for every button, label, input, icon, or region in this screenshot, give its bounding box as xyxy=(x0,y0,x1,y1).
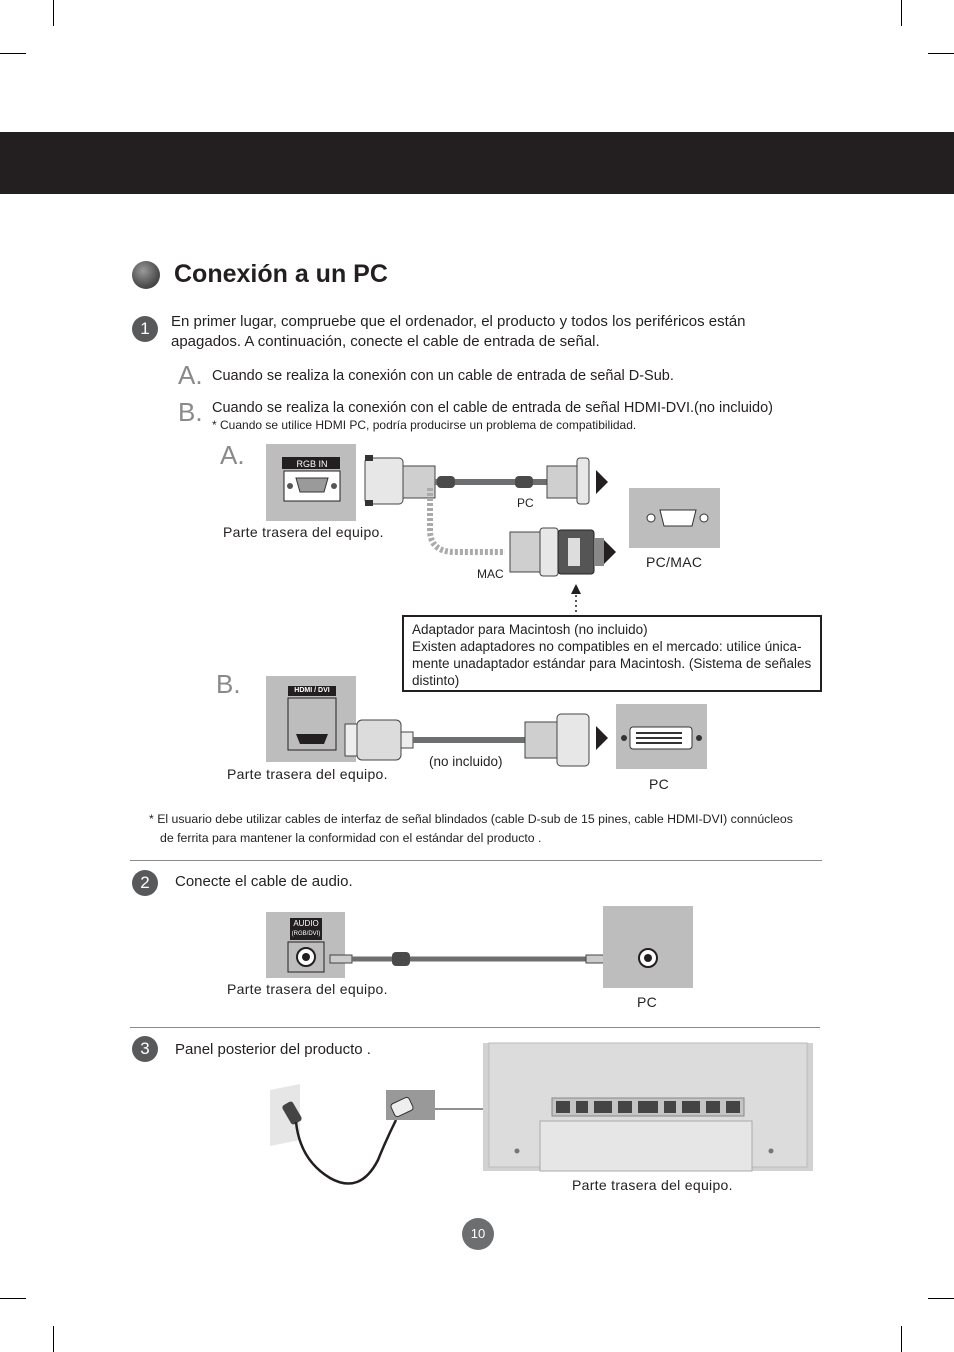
page-title: Conexión a un PC xyxy=(174,260,388,288)
diagram-b-letter: B. xyxy=(216,669,241,699)
hdmi-dvi-port-label: HDMI / DVI xyxy=(294,687,330,694)
diagram-b-pc-label: PC xyxy=(649,776,670,792)
diagram-b-rear-label: Parte trasera del equipo. xyxy=(227,766,388,782)
page-number-badge: 10 xyxy=(462,1218,494,1250)
step3-rear-label: Parte trasera del equipo. xyxy=(572,1177,733,1193)
step1-text-line2: apagados. A continuación, conecte el cable de entrada de señal. xyxy=(171,333,600,350)
option-a-text: Cuando se realiza la conexión con un cable de entrada de señal D-Sub. xyxy=(212,368,674,384)
audio-port-label: AUDIO xyxy=(293,919,319,928)
adapter-note-line4: distinto) xyxy=(412,673,460,688)
diagram-a-letter: A. xyxy=(220,440,245,470)
diagram-a-pcmac-label: PC/MAC xyxy=(646,554,703,570)
step-number-2: 2 xyxy=(132,870,158,896)
diagram-a-rear-label: Parte trasera del equipo. xyxy=(223,524,384,540)
audio-port-sublabel: (RGB/DVI) xyxy=(291,931,321,937)
option-b-letter: B. xyxy=(178,397,203,427)
footnote-line1: * El usuario debe utilizar cables de interfaz de señal blindados (cable D-sub de 15 pines, cable HDMI-DVI) connúcleos xyxy=(149,812,793,826)
option-b-note: * Cuando se utilice HDMI PC, podría producirse un problema de compatibilidad. xyxy=(212,418,637,432)
step2-pc-label: PC xyxy=(637,994,658,1010)
footnote-line2: de ferrita para mantener la conformidad con el estándar del producto . xyxy=(160,831,542,845)
adapter-note-line3: mente unadaptador estándar para Macintosh. (Sistema de señales xyxy=(412,656,812,671)
adapter-note-line1: Adaptador para Macintosh (no incluido) xyxy=(412,622,648,637)
step-number-1: 1 xyxy=(132,316,158,342)
step2-rear-label: Parte trasera del equipo. xyxy=(227,981,388,997)
step2-text: Conecte el cable de audio. xyxy=(175,873,353,890)
rgb-in-port-label: RGB IN xyxy=(296,459,328,469)
adapter-note-line2: Existen adaptadores no compatibles en el mercado: utilice única- xyxy=(412,639,802,654)
option-b-text: Cuando se realiza la conexión con el cable de entrada de señal HDMI-DVI.(no incluido) xyxy=(212,400,773,416)
step3-text: Panel posterior del producto . xyxy=(175,1041,371,1058)
diagram-b-cable-label: (no incluido) xyxy=(429,754,503,769)
step-number-3: 3 xyxy=(132,1036,158,1062)
option-a-letter: A. xyxy=(178,360,203,390)
step1-text-line1: En primer lugar, compruebe que el ordenador, el producto y todos los periféricos están xyxy=(171,313,746,330)
diagram-a-pc-label: PC xyxy=(517,496,534,510)
diagram-a-mac-label: MAC xyxy=(477,567,504,581)
